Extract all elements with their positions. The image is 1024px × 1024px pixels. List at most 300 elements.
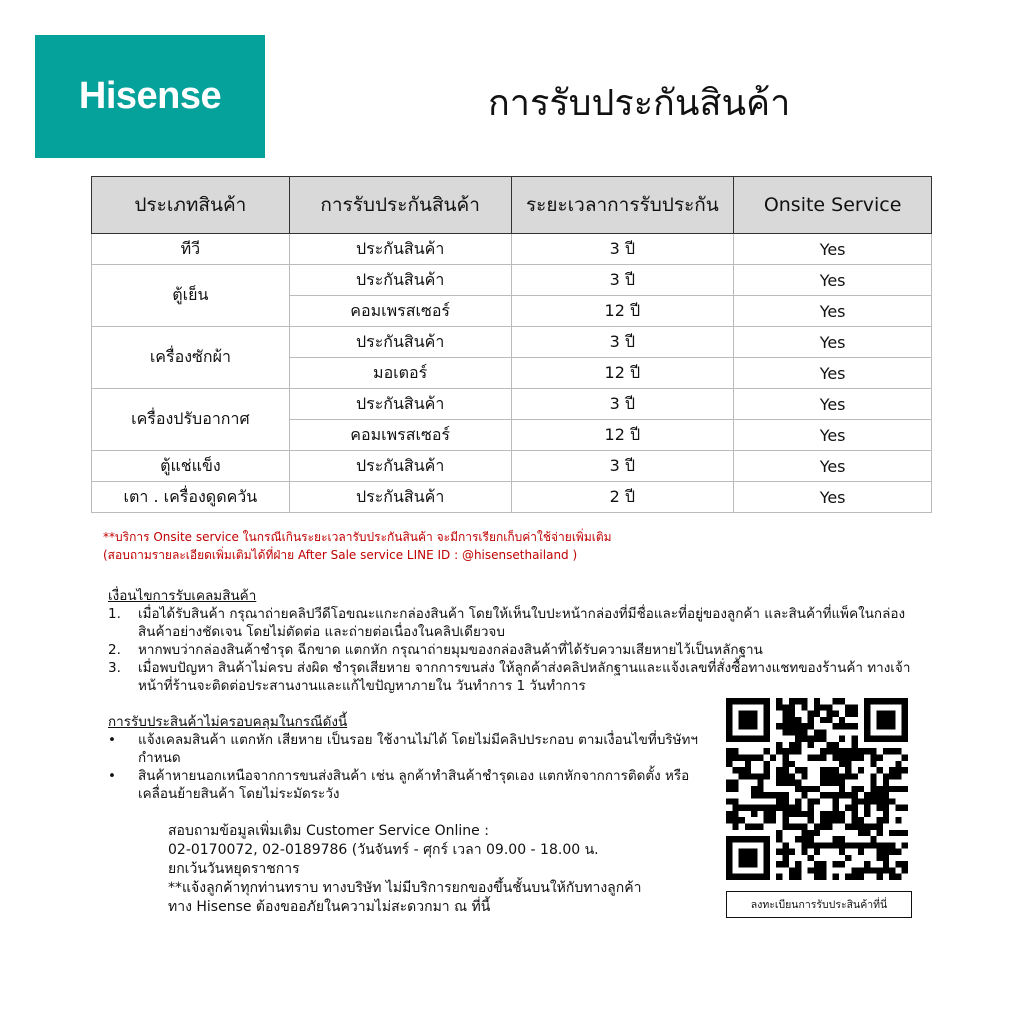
qr-module [814, 849, 820, 855]
qr-module [789, 723, 795, 729]
header-period: ระยะเวลาการรับประกัน [511, 177, 734, 234]
qr-module [839, 861, 845, 867]
qr-module [839, 817, 845, 823]
qr-module [870, 786, 876, 792]
qr-module [826, 711, 832, 717]
qr-module [902, 805, 908, 811]
qr-module [795, 811, 801, 817]
qr-module [864, 811, 870, 817]
qr-module [820, 773, 826, 779]
qr-module [870, 792, 876, 798]
notice-line: (สอบถามรายละเอียดเพิ่มเติมได้ที่ฝ่าย After Sale service LINE ID : @hisensethailand ) [103, 548, 578, 562]
qr-module [820, 861, 826, 867]
table-row [92, 234, 932, 265]
qr-module [839, 754, 845, 760]
qr-module [852, 736, 858, 742]
qr-module [820, 811, 826, 817]
qr-module [808, 723, 814, 729]
qr-module [789, 748, 795, 754]
qr-module [745, 824, 751, 830]
qr-module [782, 805, 788, 811]
qr-module [870, 798, 876, 804]
qr-module [795, 748, 801, 754]
qr-module [889, 748, 895, 754]
qr-module [789, 711, 795, 717]
qr-module [826, 824, 832, 830]
qr-module [739, 773, 745, 779]
qr-module [864, 805, 870, 811]
list-item [108, 767, 708, 803]
qr-module [789, 761, 795, 767]
qr-module [814, 842, 820, 848]
header-warranty-type: การรับประกันสินค้า [289, 177, 511, 234]
qr-module [839, 698, 845, 704]
qr-module [776, 830, 782, 836]
period-cell: 2 ปี [511, 482, 734, 513]
qr-module [895, 786, 901, 792]
qr-module [782, 767, 788, 773]
qr-module [883, 773, 889, 779]
qr-module [757, 773, 763, 779]
qr-module [864, 830, 870, 836]
qr-module [808, 867, 814, 873]
qr-module [782, 792, 788, 798]
qr-module [776, 704, 782, 710]
onsite-cell: Yes [734, 296, 932, 327]
qr-module [801, 830, 807, 836]
item-text: เมื่อได้รับสินค้า กรุณาถ่ายคลิปวีดีโอขณะแกะกล่องสินค้า โดยให้เห็นใบปะหน้ากล่องที่มีชื่อและที่อยู่ของลูกค้า และสินค้าที่แพ็คในกล่องสินค้าอย่างชัดเจน โดยไม่ตัดต่อ และถ่ายต่อเนื่องในคลิปเดียวจบ [138, 606, 906, 640]
qr-module [770, 817, 776, 823]
qr-module [833, 748, 839, 754]
qr-module [751, 805, 757, 811]
qr-finder [726, 836, 732, 880]
product-cell: ตู้แช่แข็ง [92, 451, 290, 482]
qr-module [889, 830, 895, 836]
qr-module [820, 824, 826, 830]
qr-module [782, 717, 788, 723]
qr-module [895, 830, 901, 836]
register-warranty-button[interactable]: ลงทะเบียนการรับประสินค้าที่นี่ [726, 891, 912, 918]
qr-module [839, 780, 845, 786]
period-cell: 3 ปี [511, 451, 734, 482]
qr-module [883, 817, 889, 823]
qr-module [726, 817, 732, 823]
qr-module [732, 824, 738, 830]
qr-module [852, 811, 858, 817]
warranty-type-cell: ประกันสินค้า [289, 327, 511, 358]
warranty-type-cell: ประกันสินค้า [289, 234, 511, 265]
qr-module [801, 792, 807, 798]
qr-module [745, 754, 751, 760]
item-number: 2. [108, 642, 121, 658]
qr-module [801, 729, 807, 735]
qr-module [826, 792, 832, 798]
qr-module [795, 867, 801, 873]
qr-finder [764, 836, 770, 880]
table-row [92, 265, 932, 296]
onsite-cell: Yes [734, 234, 932, 265]
qr-module [895, 748, 901, 754]
qr-module [883, 798, 889, 804]
qr-module [883, 849, 889, 855]
qr-module [877, 754, 883, 760]
qr-module [858, 786, 864, 792]
onsite-cell: Yes [734, 358, 932, 389]
warranty-type-cell: คอมเพรสเซอร์ [289, 296, 511, 327]
qr-module [808, 754, 814, 760]
qr-module [852, 754, 858, 760]
qr-module [839, 773, 845, 779]
qr-module [889, 773, 895, 779]
qr-module [820, 780, 826, 786]
qr-finder [726, 736, 770, 742]
qr-module [833, 874, 839, 880]
qr-module [814, 830, 820, 836]
table-row [92, 482, 932, 513]
qr-module [757, 786, 763, 792]
qr-module [795, 824, 801, 830]
qr-module [864, 798, 870, 804]
qr-module [864, 748, 870, 754]
qr-module [902, 830, 908, 836]
qr-module [826, 817, 832, 823]
qr-module [808, 830, 814, 836]
qr-module [789, 849, 795, 855]
item-number: 1. [108, 606, 121, 622]
qr-module [820, 792, 826, 798]
qr-module [889, 798, 895, 804]
qr-module [902, 861, 908, 867]
qr-module [889, 874, 895, 880]
qr-module [883, 861, 889, 867]
qr-module [789, 867, 795, 873]
qr-module [833, 767, 839, 773]
qr-module [814, 711, 820, 717]
qr-module [852, 817, 858, 823]
qr-module [726, 780, 732, 786]
qr-module [751, 811, 757, 817]
qr-module [826, 842, 832, 848]
qr-module [745, 761, 751, 767]
qr-module [808, 842, 814, 848]
qr-finder [726, 836, 770, 842]
qr-module [795, 698, 801, 704]
qr-module [883, 805, 889, 811]
qr-module [782, 748, 788, 754]
qr-module [839, 836, 845, 842]
qr-module [845, 711, 851, 717]
qr-module [839, 748, 845, 754]
qr-module [852, 711, 858, 717]
qr-module [833, 842, 839, 848]
qr-module [801, 698, 807, 704]
qr-module [776, 780, 782, 786]
qr-module [751, 786, 757, 792]
qr-module [883, 748, 889, 754]
qr-module [732, 748, 738, 754]
qr-module [833, 861, 839, 867]
qr-module [732, 817, 738, 823]
qr-module [782, 817, 788, 823]
qr-finder [902, 698, 908, 742]
qr-module [883, 786, 889, 792]
qr-module [814, 754, 820, 760]
qr-code[interactable] [726, 698, 908, 880]
qr-module [845, 842, 851, 848]
bullet: • [108, 732, 116, 748]
qr-module [814, 729, 820, 735]
qr-module [776, 767, 782, 773]
onsite-notice [103, 528, 612, 564]
list-item [108, 731, 708, 767]
qr-module [757, 805, 763, 811]
qr-module [789, 811, 795, 817]
qr-module [782, 824, 788, 830]
qr-module [782, 761, 788, 767]
qr-module [808, 717, 814, 723]
qr-module [801, 767, 807, 773]
qr-module [782, 855, 788, 861]
qr-module [858, 867, 864, 873]
qr-module [852, 786, 858, 792]
qr-module [883, 780, 889, 786]
qr-module [877, 830, 883, 836]
qr-module [877, 817, 883, 823]
qr-module [870, 780, 876, 786]
qr-module [845, 748, 851, 754]
qr-module [845, 855, 851, 861]
qr-module [852, 874, 858, 880]
qr-module [808, 742, 814, 748]
qr-module [895, 874, 901, 880]
qr-module [795, 861, 801, 867]
qr-module [902, 842, 908, 848]
qr-module [839, 723, 845, 729]
qr-module [770, 754, 776, 760]
qr-module [776, 723, 782, 729]
qr-module [745, 805, 751, 811]
qr-module [852, 723, 858, 729]
qr-module [801, 786, 807, 792]
qr-module [808, 798, 814, 804]
qr-module [820, 704, 826, 710]
contact-line: ทาง Hisense ต้องขออภัยในความไม่สะดวกมา ณ ที่นี้ [168, 899, 491, 915]
qr-module [732, 786, 738, 792]
qr-finder [726, 698, 732, 742]
qr-module [795, 798, 801, 804]
qr-module [852, 748, 858, 754]
qr-module [795, 780, 801, 786]
qr-module [833, 805, 839, 811]
qr-module [826, 748, 832, 754]
qr-module [839, 792, 845, 798]
qr-module [745, 767, 751, 773]
warranty-type-cell: มอเตอร์ [289, 358, 511, 389]
qr-module [902, 754, 908, 760]
qr-module [877, 849, 883, 855]
qr-module [895, 767, 901, 773]
qr-module [808, 711, 814, 717]
qr-module [833, 798, 839, 804]
qr-module [776, 805, 782, 811]
qr-module [814, 736, 820, 742]
qr-module [776, 874, 782, 880]
qr-module [826, 767, 832, 773]
product-cell: ทีวี [92, 234, 290, 265]
qr-module [789, 729, 795, 735]
qr-module [808, 811, 814, 817]
qr-module [833, 792, 839, 798]
qr-module [764, 773, 770, 779]
qr-module [726, 798, 732, 804]
header-onsite: Onsite Service [734, 177, 932, 234]
qr-module [858, 849, 864, 855]
qr-module [839, 786, 845, 792]
qr-module [782, 729, 788, 735]
qr-module [782, 723, 788, 729]
qr-module [795, 723, 801, 729]
contact-line: สอบถามข้อมูลเพิ่มเติม Customer Service Online : [168, 823, 489, 839]
qr-module [820, 754, 826, 760]
qr-module [820, 867, 826, 873]
qr-module [883, 867, 889, 873]
qr-module [845, 805, 851, 811]
table-row [92, 389, 932, 420]
item-text: แจ้งเคลมสินค้า แตกหัก เสียหาย เป็นรอย ใช้งานไม่ได้ โดยไม่มีคลิปประกอบ ตามเงื่อนไขที่บริษัทฯ กำหนด [138, 732, 699, 766]
qr-module [826, 717, 832, 723]
qr-module [858, 817, 864, 823]
qr-module [895, 849, 901, 855]
qr-module [732, 754, 738, 760]
qr-module [795, 805, 801, 811]
qr-module [820, 729, 826, 735]
qr-module [858, 754, 864, 760]
qr-module [858, 798, 864, 804]
conditions-heading: เงื่อนไขการรับเคลมสินค้า [108, 588, 257, 604]
qr-module [782, 861, 788, 867]
onsite-cell: Yes [734, 265, 932, 296]
qr-module [833, 754, 839, 760]
warranty-type-cell: คอมเพรสเซอร์ [289, 420, 511, 451]
qr-module [820, 736, 826, 742]
qr-module [839, 811, 845, 817]
bullet: • [108, 768, 116, 784]
qr-module [877, 798, 883, 804]
qr-module [845, 874, 851, 880]
qr-module [870, 867, 876, 873]
product-cell: เครื่องปรับอากาศ [92, 389, 290, 451]
qr-module [820, 842, 826, 848]
qr-module [757, 824, 763, 830]
qr-module [864, 867, 870, 873]
contact-info [168, 822, 728, 917]
qr-module [839, 849, 845, 855]
qr-module [877, 855, 883, 861]
qr-module [820, 874, 826, 880]
qr-module [833, 711, 839, 717]
qr-module [852, 842, 858, 848]
qr-module [726, 786, 732, 792]
qr-module [808, 817, 814, 823]
qr-module [776, 698, 782, 704]
qr-module [845, 704, 851, 710]
warranty-type-cell: ประกันสินค้า [289, 265, 511, 296]
qr-module [839, 842, 845, 848]
period-cell: 3 ปี [511, 234, 734, 265]
qr-module [839, 761, 845, 767]
qr-module [782, 780, 788, 786]
qr-finder [739, 849, 758, 868]
qr-module [801, 824, 807, 830]
item-number: 3. [108, 660, 121, 676]
qr-module [883, 842, 889, 848]
qr-module [839, 736, 845, 742]
qr-module [782, 798, 788, 804]
qr-module [877, 786, 883, 792]
qr-module [757, 792, 763, 798]
qr-module [795, 767, 801, 773]
qr-module [764, 817, 770, 823]
qr-module [782, 754, 788, 760]
qr-module [726, 761, 732, 767]
qr-module [726, 748, 732, 754]
qr-module [895, 805, 901, 811]
qr-module [820, 767, 826, 773]
qr-module [814, 824, 820, 830]
warranty-type-cell: ประกันสินค้า [289, 389, 511, 420]
qr-module [732, 811, 738, 817]
exclusions-heading: การรับประสินค้าไม่ครอบคลุมในกรณีดังนี้ [108, 714, 348, 730]
item-text: หากพบว่ากล่องสินค้าชำรุด ฉีกขาด แตกหัก กรุณาถ่ายมุมของกล่องสินค้าที่ได้รับความเสียหายไว้เป็นหลักฐาน [138, 642, 763, 658]
qr-module [902, 767, 908, 773]
contact-line: ยกเว้นวันหยุดราชการ [168, 861, 300, 877]
qr-module [776, 748, 782, 754]
qr-module [776, 742, 782, 748]
qr-module [764, 805, 770, 811]
qr-module [814, 798, 820, 804]
qr-module [889, 842, 895, 848]
qr-module [877, 867, 883, 873]
qr-module [776, 836, 782, 842]
qr-module [751, 754, 757, 760]
logo-text: Hisense [78, 75, 222, 117]
period-cell: 3 ปี [511, 327, 734, 358]
qr-module [845, 773, 851, 779]
table-row [92, 451, 932, 482]
qr-module [883, 792, 889, 798]
hisense-logo [35, 35, 265, 158]
qr-module [751, 773, 757, 779]
qr-module [751, 792, 757, 798]
qr-module [808, 786, 814, 792]
qr-module [826, 742, 832, 748]
qr-module [789, 704, 795, 710]
qr-module [764, 811, 770, 817]
qr-module [770, 805, 776, 811]
qr-module [833, 698, 839, 704]
qr-module [858, 830, 864, 836]
qr-module [883, 811, 889, 817]
qr-module [770, 792, 776, 798]
qr-module [776, 773, 782, 779]
claim-conditions [108, 587, 928, 695]
qr-module [814, 861, 820, 867]
qr-module [833, 811, 839, 817]
qr-module [782, 711, 788, 717]
qr-module [839, 717, 845, 723]
qr-module [852, 824, 858, 830]
qr-module [782, 811, 788, 817]
